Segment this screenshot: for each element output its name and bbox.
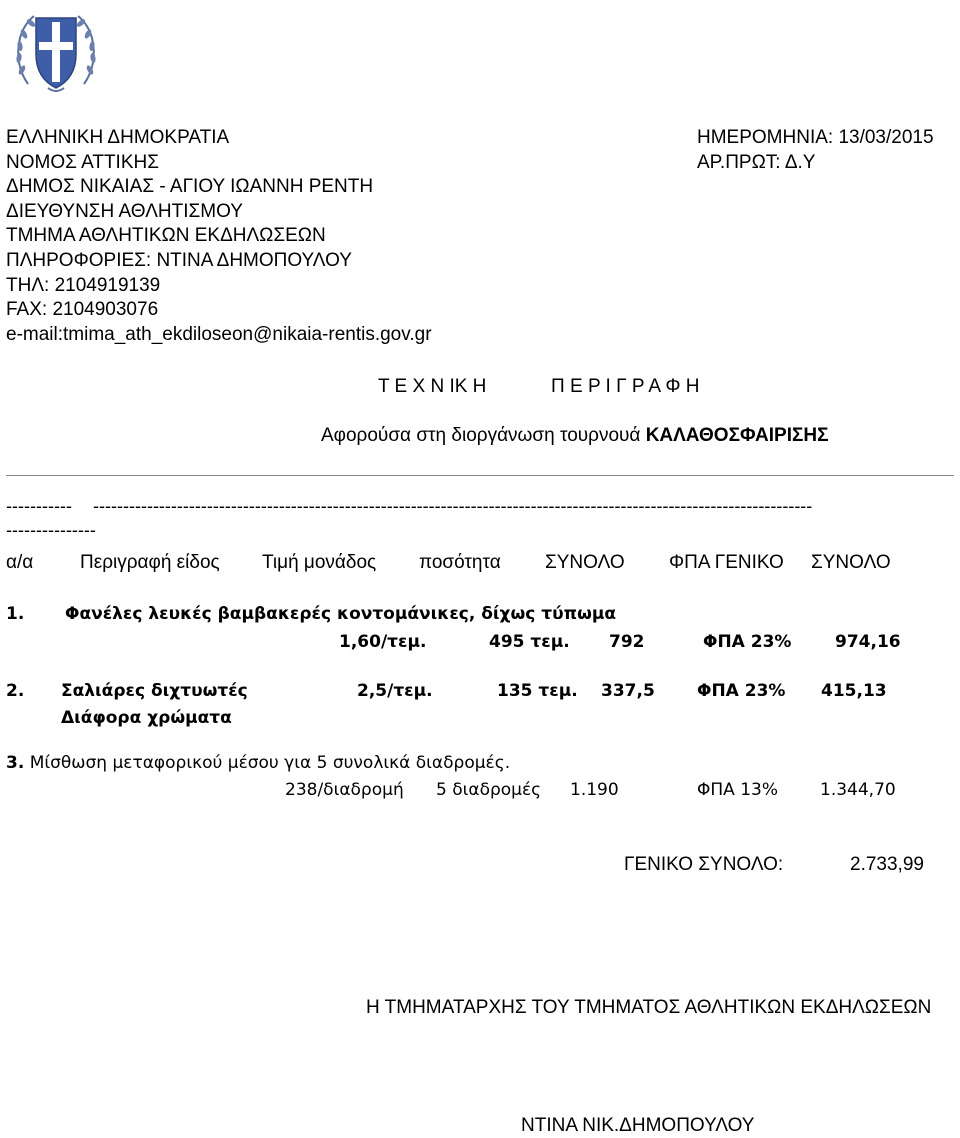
subject-bold: ΚΑΛΑΘΟΣΦΑΙΡΙΣΗΣ xyxy=(645,425,829,446)
dash-line xyxy=(6,496,72,517)
address-line: FAX: 2104903076 xyxy=(6,299,159,321)
date-label: ΗΜΕΡΟΜΗΝΙΑ: 13/03/2015 xyxy=(697,127,934,148)
col-header-vat: ΦΠΑ ΓΕΝΙΚΟ xyxy=(669,552,784,573)
col-header-desc: Περιγραφή είδος xyxy=(80,552,220,573)
address-block xyxy=(6,126,432,347)
item-num-label: 3. xyxy=(6,753,25,773)
item-grand: 1.344,70 xyxy=(820,780,896,800)
item-total: 792 xyxy=(609,632,645,652)
item-num xyxy=(6,751,510,775)
item-vat: ΦΠΑ 23% xyxy=(697,681,786,701)
item-vat: ΦΠΑ 13% xyxy=(697,780,778,800)
address-line: ΕΛΛΗΝΙΚΗ ΔΗΜΟΚΡΑΤΙΑ xyxy=(6,127,230,148)
document-meta xyxy=(697,126,934,175)
email-line: e-mail:tmima_ath_ekdiloseon@nikaia-rentis.gov.gr xyxy=(6,323,432,345)
item-price: 238/διαδρομή xyxy=(285,780,404,800)
col-header-qty: ποσότητα xyxy=(419,552,501,573)
item-price: 1,60/τεμ. xyxy=(339,632,427,652)
dash-segment: ------------------------------------------------------------------------------------------------------------------------ xyxy=(93,496,813,516)
item-qty: 495 τεμ. xyxy=(489,632,570,652)
col-header-total: ΣΥΝΟΛΟ xyxy=(545,552,625,573)
separator-line xyxy=(6,475,954,476)
subject-line xyxy=(321,424,829,448)
item-num: 2. xyxy=(6,681,25,701)
item-qty: 5 διαδρομές xyxy=(436,780,542,800)
item-price: 2,5/τεμ. xyxy=(357,681,433,701)
grand-total-value: 2.733,99 xyxy=(850,854,924,875)
item-qty: 135 τεμ. xyxy=(497,681,578,701)
item-total: 1.190 xyxy=(570,780,619,800)
doc-title-right: Π Ε Ρ Ι Γ Ρ Α Φ Η xyxy=(551,376,700,397)
item-desc-line2: Διάφορα χρώματα xyxy=(61,708,232,728)
dash-line xyxy=(93,496,953,517)
item-desc: Μίσθωση μεταφορικού μέσου για 5 συνολικά διαδρομές. xyxy=(29,753,511,773)
subject-prefix: Αφορούσα στη διοργάνωση τουρνουά xyxy=(321,425,641,446)
item-vat: ΦΠΑ 23% xyxy=(703,632,792,652)
address-line: ΤΜΗΜΑ ΑΘΛΗΤΙΚΩΝ ΕΚΔΗΛΩΣΕΩΝ xyxy=(6,225,326,247)
dash-segment: ----------- xyxy=(6,496,72,516)
address-line: ΤΗΛ: 2104919139 xyxy=(6,274,161,296)
col-header-grand: ΣΥΝΟΛΟ xyxy=(811,552,891,573)
item-total: 337,5 xyxy=(601,681,655,701)
item-num: 1. xyxy=(6,604,25,624)
col-header-price: Τιμή μονάδος xyxy=(262,552,377,573)
dash-segment: --------------- xyxy=(6,520,96,540)
address-line: ΝΟΜΟΣ ΑΤΤΙΚΗΣ xyxy=(6,151,159,173)
item-grand: 974,16 xyxy=(835,632,901,652)
item-grand: 415,13 xyxy=(821,681,887,701)
protocol-label: ΑΡ.ΠΡΩΤ: Δ.Υ xyxy=(697,151,816,173)
signature-title: Η ΤΜΗΜΑΤΑΡΧΗΣ ΤΟΥ ΤΜΗΜΑΤΟΣ ΑΘΛΗΤΙΚΩΝ ΕΚΔΗΛΩΣΕΩΝ xyxy=(366,997,932,1018)
greek-state-emblem-icon xyxy=(8,4,104,100)
signature-name: ΝΤΙΝΑ ΝΙΚ.ΔΗΜΟΠΟΥΛΟΥ xyxy=(521,1115,755,1136)
grand-total-label: ΓΕΝΙΚΟ ΣΥΝΟΛΟ: xyxy=(624,854,784,875)
col-header-num: α/α xyxy=(6,552,34,573)
dash-line xyxy=(6,520,96,541)
address-line: ΔΗΜΟΣ ΝΙΚΑΙΑΣ - ΑΓΙΟΥ ΙΩΑΝΝΗ ΡΕΝΤΗ xyxy=(6,176,374,198)
item-desc: Σαλιάρες διχτυωτές xyxy=(61,681,248,701)
doc-title-left: Τ Ε Χ Ν ΙΚ Η xyxy=(378,376,487,397)
item-desc: Φανέλες λευκές βαμβακερές κοντομάνικες, δίχως τύπωμα xyxy=(65,604,617,624)
address-line: ΠΛΗΡΟΦΟΡΙΕΣ: ΝΤΙΝΑ ΔΗΜΟΠΟΥΛΟΥ xyxy=(6,249,352,271)
address-line: ΔΙΕΥΘΥΝΣΗ ΑΘΛΗΤΙΣΜΟΥ xyxy=(6,200,243,222)
